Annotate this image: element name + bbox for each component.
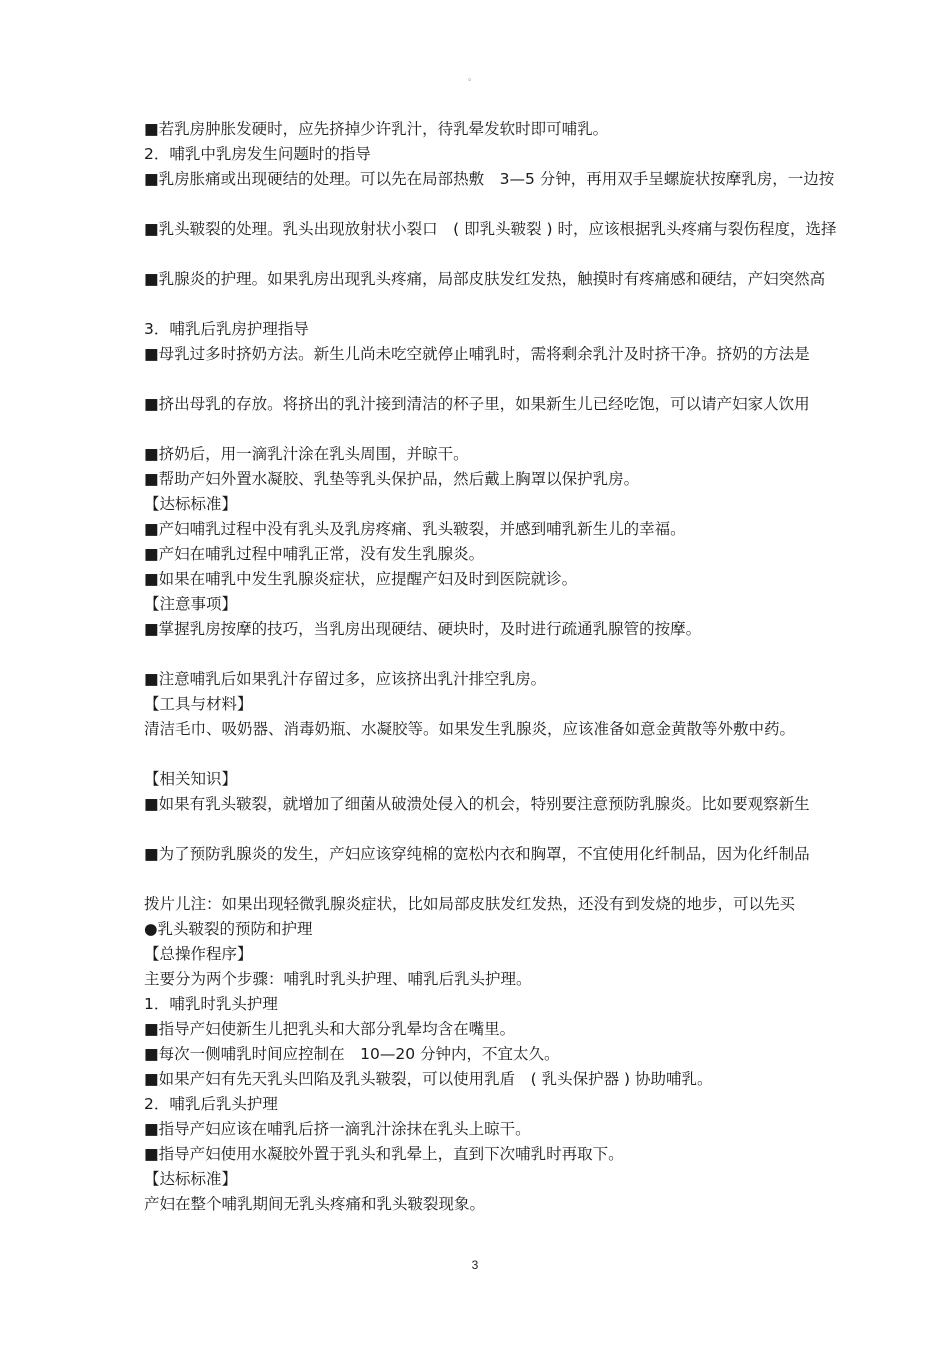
page-number: 3	[471, 1258, 479, 1272]
text-line: ■指导产妇使用水凝胶外置于乳头和乳晕上，直到下次哺乳时再取下。	[144, 1145, 624, 1163]
document-body	[144, 117, 944, 1217]
text-line: ■指导产妇使新生儿把乳头和大部分乳晕均含在嘴里。	[144, 1020, 516, 1038]
text-line: ■母乳过多时挤奶方法。新生儿尚未吃空就停止哺乳时，需将剩余乳汁及时挤干净。挤奶的方法是	[144, 345, 810, 363]
text-line: 【达标标准】	[144, 495, 238, 513]
blank-line	[144, 417, 944, 442]
text-line: 3．哺乳后乳房护理指导	[144, 320, 309, 338]
blank-line	[144, 367, 944, 392]
blank-line	[144, 867, 944, 892]
text-line: ■帮助产妇外置水凝胶、乳垫等乳头保护品，然后戴上胸罩以保护乳房。	[144, 470, 640, 488]
text-line: ■乳房胀痛或出现硬结的处理。可以先在局部热敷 3—5 分钟，再用双手呈螺旋状按摩乳房，一边按	[144, 170, 835, 188]
text-line: ■如果有乳头皲裂，就增加了细菌从破溃处侵入的机会，特别要注意预防乳腺炎。比如要观察新生	[144, 795, 810, 813]
blank-line	[144, 292, 944, 317]
blank-line	[144, 192, 944, 217]
text-line: 【工具与材料】	[144, 695, 253, 713]
text-line: ■如果在哺乳中发生乳腺炎症状，应提醒产妇及时到医院就诊。	[144, 570, 578, 588]
text-line: ■掌握乳房按摩的技巧，当乳房出现硬结、硬块时，及时进行疏通乳腺管的按摩。	[144, 620, 702, 638]
text-line: 【达标标准】	[144, 1170, 238, 1188]
blank-line	[144, 642, 944, 667]
text-line: ■乳腺炎的护理。如果乳房出现乳头疼痛，局部皮肤发红发热，触摸时有疼痛感和硬结，产妇突然高	[144, 270, 826, 288]
text-line: 清洁毛巾、吸奶器、消毒奶瓶、水凝胶等。如果发生乳腺炎，应该准备如意金黄散等外敷中药。	[144, 720, 796, 738]
text-line: 2．哺乳后乳头护理	[144, 1095, 278, 1113]
text-line: 拨片儿注：如果出现轻微乳腺炎症状，比如局部皮肤发红发热，还没有到发烧的地步，可以先买	[144, 895, 796, 913]
text-line: ■乳头皲裂的处理。乳头出现放射状小裂口 ( 即乳头皲裂 ) 时，应该根据乳头疼痛与裂伤程度，选择	[144, 220, 837, 238]
text-line: ■挤奶后，用一滴乳汁涂在乳头周围，并晾干。	[144, 445, 469, 463]
text-line: 1．哺乳时乳头护理	[144, 995, 278, 1013]
text-line: 【相关知识】	[144, 770, 238, 788]
text-line: ■产妇哺乳过程中没有乳头及乳房疼痛、乳头皲裂，并感到哺乳新生儿的幸福。	[144, 520, 686, 538]
text-line: 2．哺乳中乳房发生问题时的指导	[144, 145, 371, 163]
text-line: 产妇在整个哺乳期间无乳头疼痛和乳头皲裂现象。	[144, 1195, 486, 1213]
text-line: 主要分为两个步骤：哺乳时乳头护理、哺乳后乳头护理。	[144, 970, 532, 988]
text-line: ●乳头皲裂的预防和护理	[144, 920, 313, 938]
text-line: 【注意事项】	[144, 595, 238, 613]
text-line: ■注意哺乳后如果乳汁存留过多，应该挤出乳汁排空乳房。	[144, 670, 547, 688]
text-line: ■指导产妇应该在哺乳后挤一滴乳汁涂抹在乳头上晾干。	[144, 1120, 531, 1138]
text-line: ■为了预防乳腺炎的发生，产妇应该穿纯棉的宽松内衣和胸罩，不宜使用化纤制品，因为化纤制品	[144, 845, 810, 863]
text-line: 【总操作程序】	[144, 945, 253, 963]
text-line: ■若乳房肿胀发硬时，应先挤掉少许乳汁，待乳晕发软时即可哺乳。	[144, 120, 609, 138]
text-line: ■每次一侧哺乳时间应控制在 10—20 分钟内，不宜太久。	[144, 1045, 560, 1063]
text-line: ■如果产妇有先天乳头凹陷及乳头皲裂，可以使用乳盾 ( 乳头保护器 ) 协助哺乳。	[144, 1070, 713, 1088]
blank-line	[144, 742, 944, 767]
text-line: ■产妇在哺乳过程中哺乳正常，没有发生乳腺炎。	[144, 545, 485, 563]
blank-line	[144, 242, 944, 267]
blank-line	[144, 817, 944, 842]
text-line: ■挤出母乳的存放。将挤出的乳汁接到清洁的杯子里，如果新生儿已经吃饱，可以请产妇家人饮用	[144, 395, 810, 413]
header-mark: 。	[468, 73, 478, 83]
